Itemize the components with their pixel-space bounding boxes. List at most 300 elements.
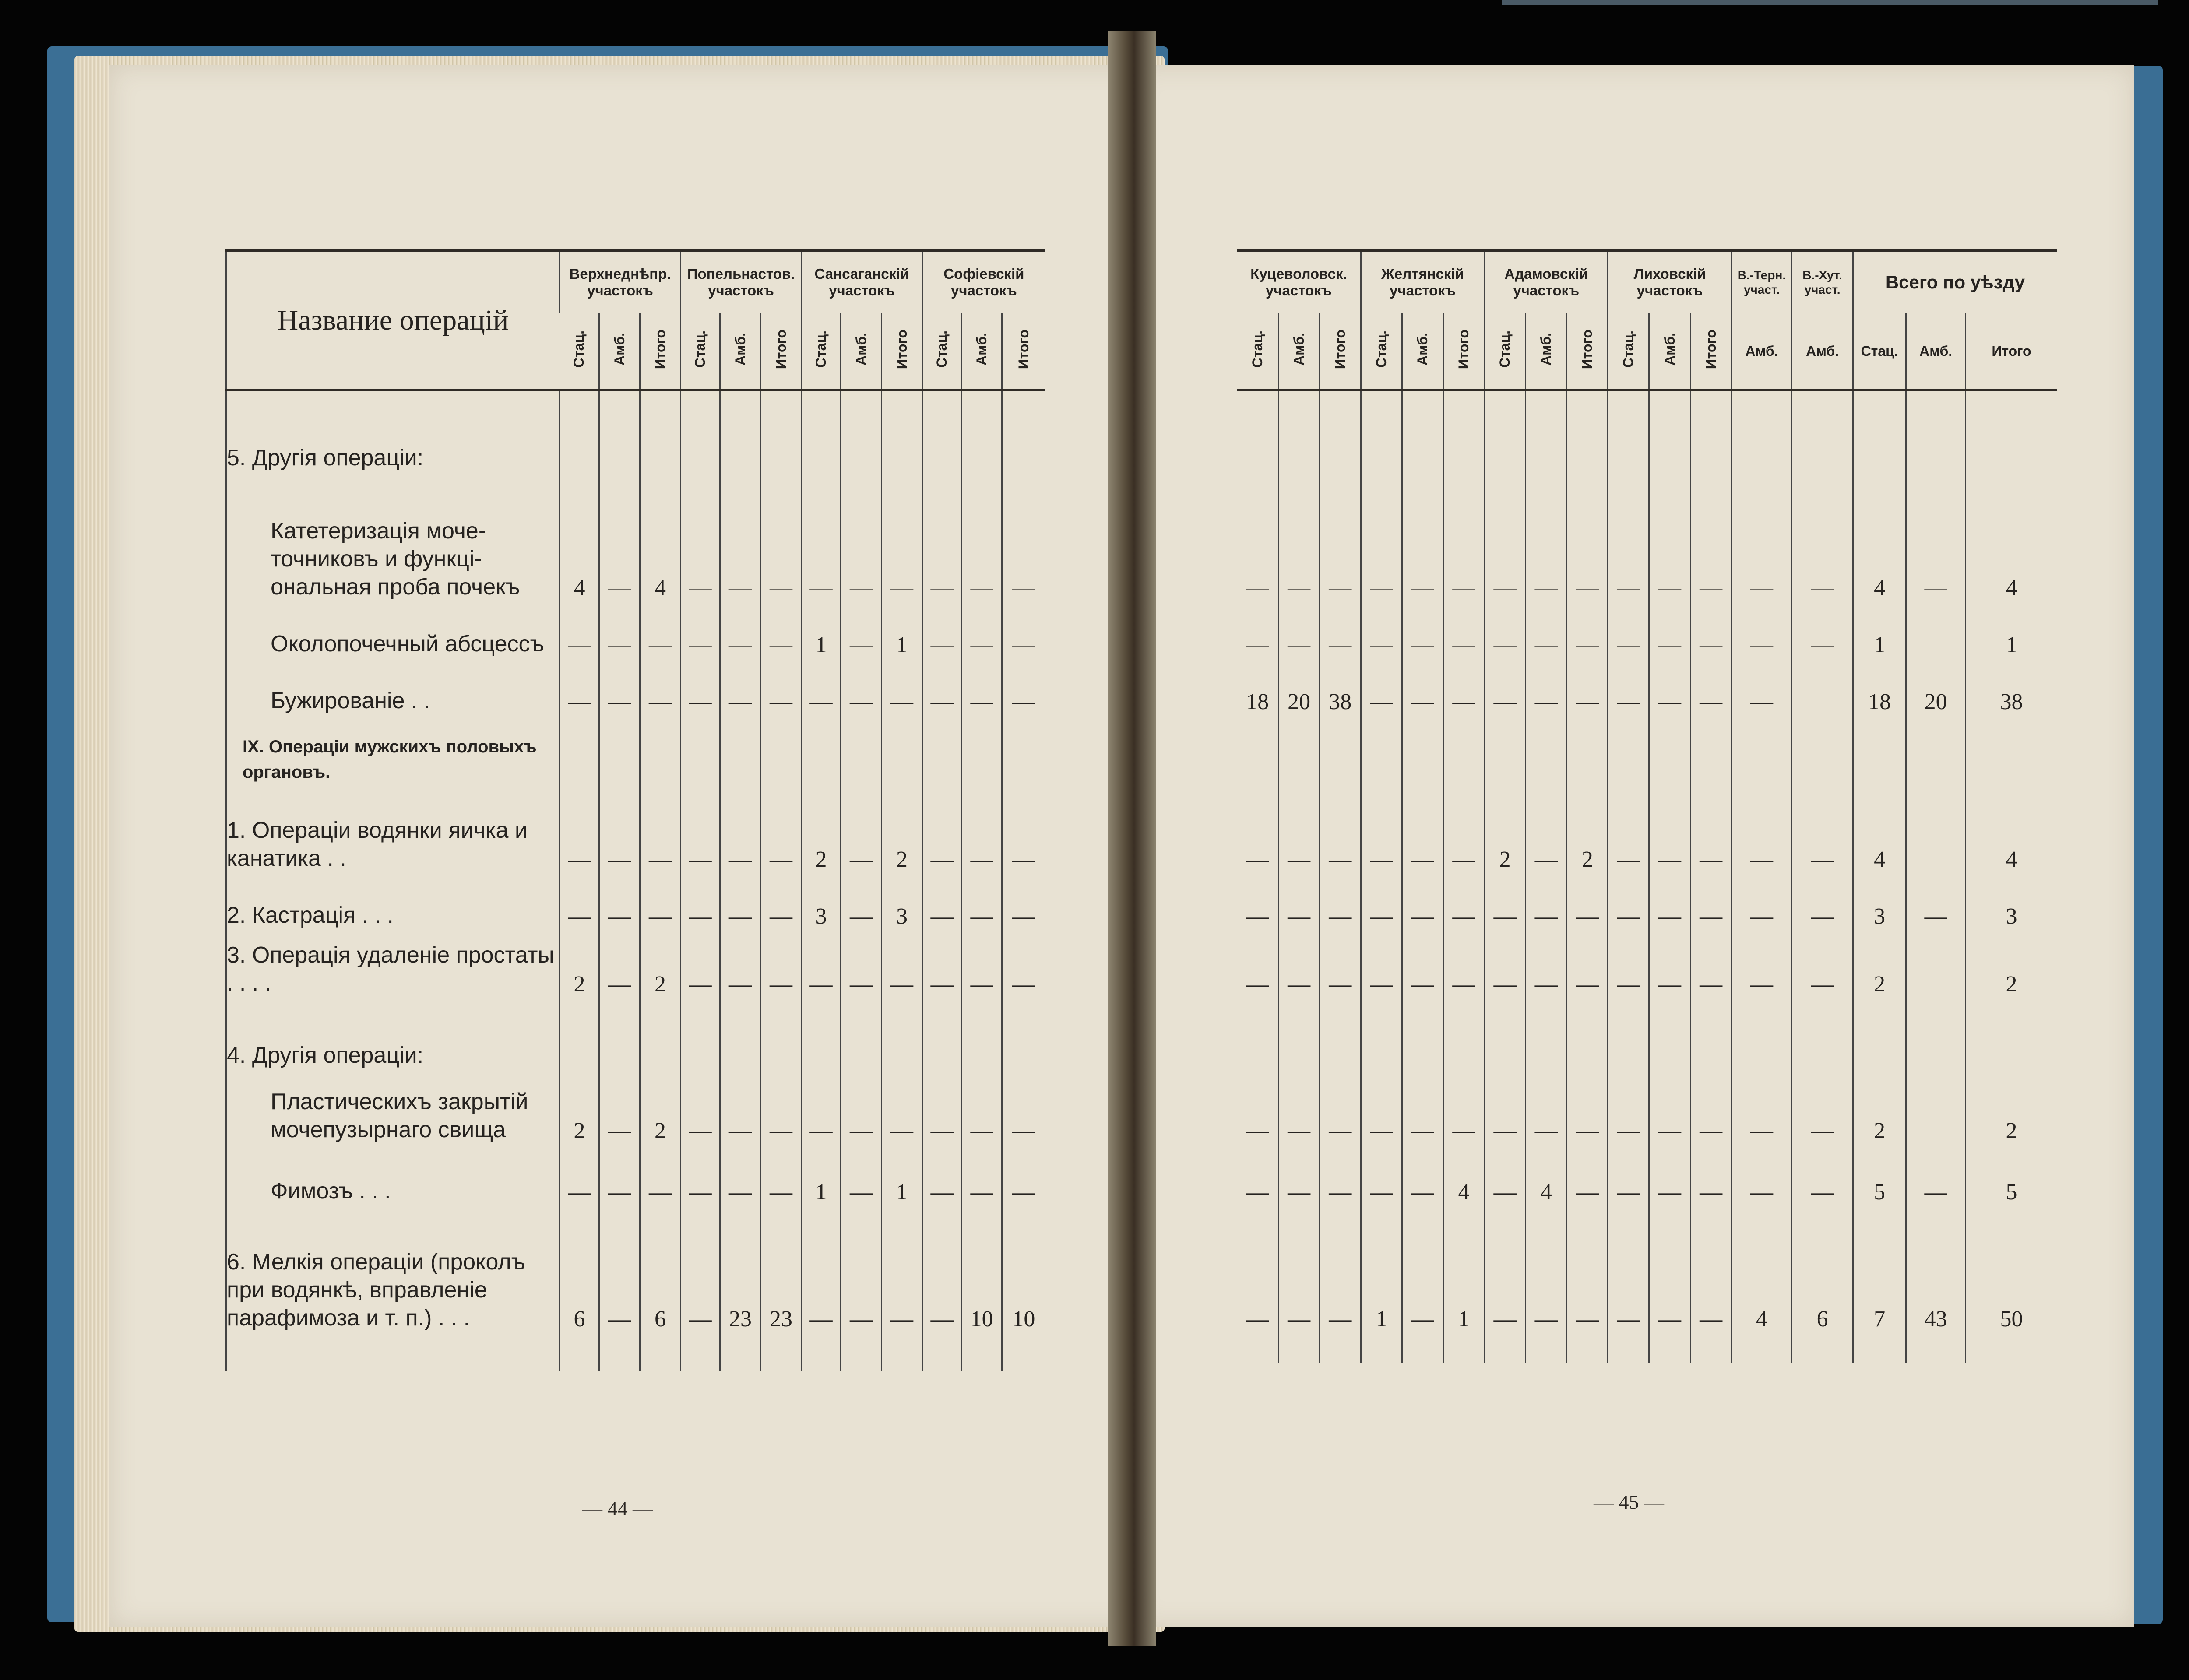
table-cell: — <box>560 785 599 872</box>
table-cell: — <box>681 658 720 715</box>
table-cell: — <box>599 1069 640 1144</box>
table-cell: — <box>681 785 720 872</box>
subcolumn-header <box>1526 313 1567 390</box>
table-cell: — <box>922 658 962 715</box>
table-cell-empty <box>1443 1332 1484 1363</box>
table-cell: — <box>1278 929 1320 997</box>
operation-name: 2. Кастрація . . . <box>227 903 394 928</box>
table-cell-empty <box>882 1332 922 1371</box>
subcolumn-label: Итого <box>1456 329 1472 369</box>
table-cell: 6 <box>640 1205 681 1332</box>
table-cell: — <box>1361 658 1402 715</box>
subcolumn-label: Итого <box>1015 329 1031 369</box>
subcolumn-label: Стац. <box>813 330 829 368</box>
table-cell <box>761 715 802 785</box>
table-cell: — <box>761 601 802 658</box>
table-cell: — <box>1731 1144 1792 1205</box>
table-cell-empty <box>640 1332 681 1371</box>
subcolumn-header <box>1237 313 1278 390</box>
table-cell <box>1320 997 1361 1069</box>
table-cell: — <box>1792 872 1853 929</box>
table-cell: — <box>1278 472 1320 601</box>
table-cell: — <box>1731 929 1792 997</box>
table-cell: 2 <box>1965 929 2057 997</box>
table-row-filler <box>226 1332 1045 1371</box>
table-cell-empty <box>962 1332 1002 1371</box>
table-cell: — <box>720 1069 761 1144</box>
table-cell <box>640 715 681 785</box>
table-cell: — <box>1485 601 1526 658</box>
table-cell <box>1965 997 2057 1069</box>
table-cell: — <box>1690 472 1731 601</box>
table-cell: 10 <box>962 1205 1002 1332</box>
table-cell <box>1608 390 1649 472</box>
table-cell: — <box>841 601 882 658</box>
table-cell: — <box>1567 929 1608 997</box>
table-cell <box>1278 997 1320 1069</box>
operation-name: 1. Операціи водянки яичка и канатика . . <box>227 818 528 871</box>
table-cell <box>1526 997 1567 1069</box>
table-cell-empty <box>922 1332 962 1371</box>
table-cell: — <box>962 658 1002 715</box>
table-cell <box>1361 390 1402 472</box>
table-cell: — <box>1690 658 1731 715</box>
operation-name: Пластическихъ закрытій мочепузырнаго свища <box>271 1089 528 1142</box>
table-cell: 2 <box>560 929 599 997</box>
table-cell: 3 <box>1853 872 1906 929</box>
table-cell <box>1906 929 1966 997</box>
district-header: Софіевскій участокъ <box>922 250 1045 313</box>
table-cell: 20 <box>1278 658 1320 715</box>
table-cell: — <box>802 929 841 997</box>
table-cell <box>1567 715 1608 785</box>
table-cell: 4 <box>1853 472 1906 601</box>
table-cell: — <box>761 929 802 997</box>
table-row <box>1237 472 2057 601</box>
table-cell: — <box>1731 1069 1792 1144</box>
table-cell: — <box>841 872 882 929</box>
table-cell <box>1320 715 1361 785</box>
right-operations-table <box>1237 249 2057 1363</box>
page-number-right: — 45 — <box>1594 1491 1664 1513</box>
subcolumn-header: Итого <box>1965 313 2057 390</box>
table-cell-empty <box>1320 1332 1361 1363</box>
table-cell <box>922 715 962 785</box>
table-cell <box>1649 715 1690 785</box>
table-cell: — <box>1002 872 1045 929</box>
subcolumn-label: Амб. <box>732 333 748 366</box>
top-band <box>1502 0 2158 5</box>
table-cell: 23 <box>720 1205 761 1332</box>
table-cell: — <box>1690 785 1731 872</box>
table-cell: — <box>1526 601 1567 658</box>
left-operations-table <box>225 249 1045 1371</box>
table-cell: — <box>882 1205 922 1332</box>
table-cell <box>1649 390 1690 472</box>
table-cell <box>640 390 681 472</box>
table-cell: — <box>1402 658 1443 715</box>
table-cell-empty <box>1649 1332 1690 1363</box>
subcolumn-label: Стац. <box>571 330 587 368</box>
table-cell: 20 <box>1906 658 1966 715</box>
table-cell: — <box>1246 1307 1269 1332</box>
table-cell-empty <box>1278 1332 1320 1363</box>
table-cell: — <box>1246 904 1269 929</box>
operation-name: Катетеризація моче-точниковъ и функці-ональная проба почекъ <box>271 518 520 600</box>
subcolumn-header <box>962 313 1002 390</box>
table-cell <box>720 390 761 472</box>
total-header: Всего по уѣзду <box>1853 250 2057 313</box>
operation-name: 4. Другія операціи: <box>227 1043 424 1068</box>
table-cell <box>1608 997 1649 1069</box>
table-cell: — <box>599 472 640 601</box>
district-header: Желтянскій участокъ <box>1361 250 1484 313</box>
table-cell: — <box>1526 472 1567 601</box>
table-cell: 2 <box>640 1069 681 1144</box>
table-cell: — <box>1608 1144 1649 1205</box>
table-cell: — <box>1361 1144 1402 1205</box>
table-cell: 4 <box>1731 1205 1792 1332</box>
table-cell <box>560 390 599 472</box>
table-cell: — <box>1567 472 1608 601</box>
table-cell <box>1485 390 1526 472</box>
table-cell: — <box>720 472 761 601</box>
table-cell: — <box>1278 785 1320 872</box>
table-cell: 1 <box>882 1144 922 1205</box>
table-cell <box>1278 390 1320 472</box>
table-cell <box>1443 390 1484 472</box>
table-cell: 4 <box>1526 1144 1567 1205</box>
table-cell: — <box>1002 785 1045 872</box>
subcolumn-label: Амб. <box>1291 333 1307 366</box>
table-cell-empty <box>226 1332 560 1371</box>
table-cell <box>1690 390 1731 472</box>
table-cell: — <box>599 658 640 715</box>
table-cell <box>1853 715 1906 785</box>
table-cell: 1 <box>802 601 841 658</box>
table-row <box>1237 872 2057 929</box>
table-cell <box>1792 390 1853 472</box>
table-cell: — <box>1443 658 1484 715</box>
table-cell <box>1906 390 1966 472</box>
table-cell <box>882 997 922 1069</box>
table-row <box>226 1144 1045 1205</box>
subcolumn-header: Амб. <box>1906 313 1966 390</box>
table-cell: — <box>1246 972 1269 997</box>
table-cell: — <box>1526 1205 1567 1332</box>
table-cell: — <box>720 785 761 872</box>
table-row <box>1237 601 2057 658</box>
district-header: В.-Хут. участ. <box>1792 250 1853 313</box>
table-cell: 2 <box>560 1069 599 1144</box>
table-cell: — <box>1278 1069 1320 1144</box>
district-header: Попельнастов. участокъ <box>681 250 802 313</box>
table-cell: — <box>1485 1069 1526 1144</box>
table-cell: 50 <box>1965 1205 2057 1332</box>
table-cell: — <box>962 872 1002 929</box>
table-cell: — <box>882 658 922 715</box>
subcolumn-label: Итого <box>773 329 789 369</box>
table-cell: — <box>1443 872 1484 929</box>
table-cell <box>1320 390 1361 472</box>
table-cell: — <box>962 472 1002 601</box>
table-cell-empty <box>1361 1332 1402 1363</box>
table-cell: — <box>1567 658 1608 715</box>
table-cell: — <box>560 872 599 929</box>
table-cell: — <box>761 472 802 601</box>
table-cell: — <box>1649 1205 1690 1332</box>
table-cell <box>640 997 681 1069</box>
table-cell: — <box>1278 1144 1320 1205</box>
table-cell: — <box>640 785 681 872</box>
table-cell: — <box>1443 601 1484 658</box>
table-cell <box>1402 997 1443 1069</box>
table-cell: 5 <box>1965 1144 2057 1205</box>
table-cell <box>1237 997 1278 1069</box>
table-cell-empty <box>1853 1332 1906 1363</box>
table-cell <box>962 715 1002 785</box>
book-gutter <box>1108 31 1156 1646</box>
table-cell: — <box>681 1069 720 1144</box>
subcolumn-header <box>640 313 681 390</box>
operation-name: 6. Мелкія операціи (проколъ при водянкѣ, вправленіе парафимоза и т. п.) . . . <box>227 1249 526 1331</box>
table-cell: — <box>1320 472 1361 601</box>
table-cell: — <box>681 872 720 929</box>
table-cell-empty <box>1965 1332 2057 1363</box>
table-cell: — <box>1485 472 1526 601</box>
table-cell <box>1237 715 1278 785</box>
table-cell: — <box>802 1205 841 1332</box>
table-cell: — <box>1608 601 1649 658</box>
subcolumn-label: Итого <box>1579 329 1595 369</box>
table-row <box>226 1205 1045 1332</box>
table-cell: 3 <box>802 872 841 929</box>
table-cell: — <box>1485 872 1526 929</box>
table-cell: — <box>1361 785 1402 872</box>
table-cell: — <box>1402 1205 1443 1332</box>
table-cell <box>1402 715 1443 785</box>
table-cell <box>1792 715 1853 785</box>
subcolumn-label: Стац. <box>934 330 950 368</box>
table-cell-empty <box>720 1332 761 1371</box>
table-cell: — <box>1690 1205 1731 1332</box>
table-cell-empty <box>1526 1332 1567 1363</box>
table-cell <box>1567 390 1608 472</box>
table-cell: 2 <box>1567 785 1608 872</box>
subcolumn-header <box>1320 313 1361 390</box>
table-cell: — <box>1608 929 1649 997</box>
subcolumn-label: Стац. <box>1620 330 1636 368</box>
table-row-filler <box>1237 1332 2057 1363</box>
table-cell <box>1965 390 2057 472</box>
table-row <box>1237 715 2057 785</box>
table-cell <box>761 997 802 1069</box>
table-cell-empty <box>1906 1332 1966 1363</box>
table-cell: — <box>962 601 1002 658</box>
table-cell-empty <box>1792 1332 1853 1363</box>
table-cell <box>560 997 599 1069</box>
table-cell: — <box>1402 1069 1443 1144</box>
table-cell: 43 <box>1906 1205 1966 1332</box>
subcolumn-label: Стац. <box>1497 330 1513 368</box>
table-cell: — <box>1649 601 1690 658</box>
subcolumn-header <box>1567 313 1608 390</box>
table-cell: — <box>1402 929 1443 997</box>
table-cell-empty <box>1567 1332 1608 1363</box>
table-cell <box>720 715 761 785</box>
table-cell: — <box>1608 1205 1649 1332</box>
district-header: Лиховскій участокъ <box>1608 250 1731 313</box>
table-row <box>226 390 1045 472</box>
table-cell <box>1731 997 1792 1069</box>
table-cell: 7 <box>1853 1205 1906 1332</box>
table-cell: — <box>1320 601 1361 658</box>
table-cell: — <box>1246 633 1269 657</box>
table-cell: 2 <box>1965 1069 2057 1144</box>
operation-name: 5. Другія операціи: <box>227 445 424 471</box>
table-row <box>1237 390 2057 472</box>
table-cell: — <box>560 601 599 658</box>
table-cell-empty <box>761 1332 802 1371</box>
district-header: Верхнеднѣпр. участокъ <box>560 250 681 313</box>
table-row <box>226 997 1045 1069</box>
table-cell: — <box>1361 929 1402 997</box>
table-cell <box>1361 997 1402 1069</box>
subcolumn-header <box>841 313 882 390</box>
table-cell <box>681 390 720 472</box>
table-row <box>1237 785 2057 872</box>
table-cell: 23 <box>761 1205 802 1332</box>
table-cell <box>1443 715 1484 785</box>
table-cell: — <box>1361 1069 1402 1144</box>
table-cell: — <box>1567 1205 1608 1332</box>
table-cell: — <box>761 785 802 872</box>
table-cell: — <box>1649 1144 1690 1205</box>
table-cell: — <box>841 929 882 997</box>
table-cell: — <box>1443 785 1484 872</box>
table-cell: — <box>599 872 640 929</box>
table-cell: — <box>1792 1144 1853 1205</box>
table-cell-empty <box>599 1332 640 1371</box>
subcolumn-header <box>599 313 640 390</box>
table-cell: — <box>1690 929 1731 997</box>
table-cell: — <box>1526 658 1567 715</box>
table-cell: — <box>1320 1205 1361 1332</box>
table-cell: 4 <box>1443 1144 1484 1205</box>
table-cell-empty <box>560 1332 599 1371</box>
table-cell <box>1731 715 1792 785</box>
table-cell: 1 <box>1443 1205 1484 1332</box>
table-cell: — <box>1443 472 1484 601</box>
table-row <box>226 715 1045 785</box>
table-cell: — <box>841 1144 882 1205</box>
table-cell <box>1608 715 1649 785</box>
table-cell: — <box>1567 872 1608 929</box>
table-cell: — <box>922 929 962 997</box>
subcolumn-label: Амб. <box>1414 333 1430 366</box>
table-cell: — <box>1731 872 1792 929</box>
subcolumn-label: Итого <box>894 329 910 369</box>
table-row <box>226 1069 1045 1144</box>
table-cell: — <box>1320 929 1361 997</box>
table-cell <box>962 997 1002 1069</box>
table-cell: — <box>1567 1144 1608 1205</box>
table-cell: 3 <box>1965 872 2057 929</box>
operation-name: 3. Операція удаленіе простаты . . . . <box>227 942 554 996</box>
table-cell: — <box>1649 929 1690 997</box>
table-cell: — <box>1690 1144 1731 1205</box>
table-cell: — <box>1246 576 1269 601</box>
table-row <box>1237 997 2057 1069</box>
table-cell-empty <box>681 1332 720 1371</box>
table-cell: — <box>1690 601 1731 658</box>
table-cell: — <box>640 658 681 715</box>
table-cell: — <box>1278 872 1320 929</box>
table-cell <box>1237 390 1278 472</box>
table-cell: — <box>1443 1069 1484 1144</box>
table-cell: — <box>1246 847 1269 872</box>
table-cell: — <box>802 658 841 715</box>
table-cell: — <box>681 1144 720 1205</box>
table-cell: — <box>1402 872 1443 929</box>
table-cell: — <box>720 658 761 715</box>
table-cell: — <box>1608 872 1649 929</box>
table-cell: — <box>1278 1205 1320 1332</box>
table-cell: — <box>1002 929 1045 997</box>
subcolumn-label: Амб. <box>1661 333 1678 366</box>
table-cell: — <box>1792 472 1853 601</box>
table-row <box>226 472 1045 601</box>
table-cell: — <box>802 1069 841 1144</box>
district-header: Куцеволовск. участокъ <box>1237 250 1361 313</box>
subcolumn-label: Амб. <box>974 333 990 366</box>
table-cell-empty <box>1731 1332 1792 1363</box>
table-cell: — <box>1731 601 1792 658</box>
table-cell: — <box>1002 1069 1045 1144</box>
table-cell <box>841 715 882 785</box>
table-cell: — <box>1731 785 1792 872</box>
table-row <box>1237 658 2057 715</box>
table-cell <box>802 715 841 785</box>
table-cell: — <box>1361 601 1402 658</box>
table-cell-empty <box>1608 1332 1649 1363</box>
table-row <box>1237 1205 2057 1332</box>
table-cell <box>1485 997 1526 1069</box>
table-cell: 38 <box>1965 658 2057 715</box>
table-cell: — <box>720 601 761 658</box>
table-cell: — <box>1361 872 1402 929</box>
table-cell: 4 <box>640 472 681 601</box>
table-cell: 1 <box>802 1144 841 1205</box>
table-row <box>1237 1069 2057 1144</box>
subcolumn-header <box>1402 313 1443 390</box>
table-cell: — <box>922 472 962 601</box>
subcolumn-header: Амб. <box>1731 313 1792 390</box>
table-cell: — <box>1485 929 1526 997</box>
table-cell <box>882 390 922 472</box>
table-cell: — <box>1526 929 1567 997</box>
table-cell <box>1361 715 1402 785</box>
table-cell: 4 <box>1965 785 2057 872</box>
table-cell: — <box>1792 601 1853 658</box>
subcolumn-header <box>681 313 720 390</box>
table-cell: 1 <box>882 601 922 658</box>
table-cell: — <box>681 1205 720 1332</box>
table-cell: — <box>1002 658 1045 715</box>
table-cell <box>681 997 720 1069</box>
page-number-left: — 44 — <box>582 1497 653 1520</box>
table-cell <box>599 390 640 472</box>
